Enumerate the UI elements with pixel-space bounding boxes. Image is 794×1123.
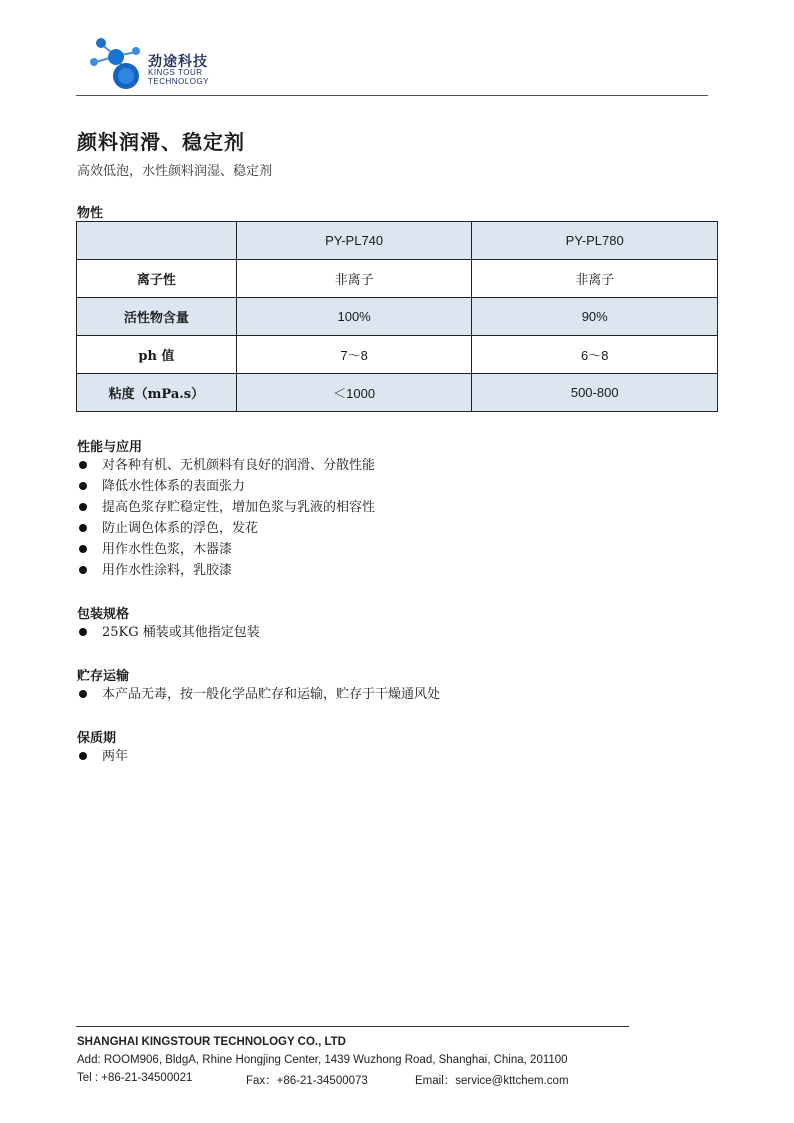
list-item: 提高色浆存贮稳定性，增加色浆与乳液的相容性 xyxy=(77,497,375,518)
table-row xyxy=(77,336,718,374)
footer-email: Email：service@kttchem.com xyxy=(415,1075,569,1087)
list-item: 25KG 桶装或其他指定包装 xyxy=(77,622,260,643)
performance-list xyxy=(77,455,375,581)
table-cell: 6～8 xyxy=(472,336,718,374)
bullet-icon xyxy=(79,690,87,698)
logo-chinese-name: 劲途科技 xyxy=(148,54,208,70)
list-item: 本产品无毒，按一般化学品贮存和运输，贮存于干燥通风处 xyxy=(77,684,440,705)
logo-english-line1: KINGS TOUR xyxy=(148,68,203,77)
footer-company: SHANGHAI KINGSTOUR TECHNOLOGY CO., LTD xyxy=(77,1036,346,1048)
packaging-heading: 包装规格 xyxy=(77,607,130,622)
product-title: 颜料润滑、稳定剂 xyxy=(77,130,245,154)
table-row xyxy=(77,374,718,412)
properties-heading: 物性 xyxy=(77,206,104,221)
footer-divider xyxy=(76,1026,629,1027)
shelf-life-list xyxy=(77,746,128,767)
list-item: 两年 xyxy=(77,746,128,767)
table-cell: ＜1000 xyxy=(236,374,472,412)
bullet-icon xyxy=(79,524,87,532)
footer-fax: Fax：+86-21-34500073 xyxy=(246,1075,368,1087)
header-divider xyxy=(76,95,708,96)
bullet-icon xyxy=(79,566,87,574)
properties-table xyxy=(76,221,718,412)
bullet-icon xyxy=(79,545,87,553)
list-item: 对各种有机、无机颜料有良好的润滑、分散性能 xyxy=(77,455,375,476)
list-item: 用作水性涂料，乳胶漆 xyxy=(77,560,375,581)
bullet-icon xyxy=(79,752,87,760)
table-cell: 非离子 xyxy=(472,260,718,298)
list-item: 防止调色体系的浮色，发花 xyxy=(77,518,375,539)
performance-heading: 性能与应用 xyxy=(77,440,143,455)
table-header-row xyxy=(77,222,718,260)
product-subtitle: 高效低泡，水性颜料润湿、稳定剂 xyxy=(77,164,273,179)
list-item: 降低水性体系的表面张力 xyxy=(77,476,375,497)
table-header-cell: PY-PL780 xyxy=(472,222,718,260)
shelf-life-heading: 保质期 xyxy=(77,731,117,746)
row-label: 粘度（mPa.s） xyxy=(77,374,237,412)
logo-english-line2: TECHNOLOGY xyxy=(148,77,210,86)
row-label: 离子性 xyxy=(77,260,237,298)
table-header-cell xyxy=(77,222,237,260)
row-label: 活性物含量 xyxy=(77,298,237,336)
list-item: 用作水性色浆，木器漆 xyxy=(77,539,375,560)
storage-list xyxy=(77,684,440,705)
table-cell: 90% xyxy=(472,298,718,336)
table-cell: 500-800 xyxy=(472,374,718,412)
table-row xyxy=(77,260,718,298)
row-label: ph 值 xyxy=(77,336,237,374)
footer-tel: Tel : +86-21-34500021 xyxy=(77,1072,193,1084)
table-header-cell: PY-PL740 xyxy=(236,222,472,260)
bullet-icon xyxy=(79,461,87,469)
bullet-icon xyxy=(79,503,87,511)
storage-heading: 贮存运输 xyxy=(77,669,130,684)
packaging-list xyxy=(77,622,260,643)
table-row xyxy=(77,298,718,336)
table-cell: 非离子 xyxy=(236,260,472,298)
bullet-icon xyxy=(79,628,87,636)
table-cell: 7～8 xyxy=(236,336,472,374)
bullet-icon xyxy=(79,482,87,490)
footer-address: Add: ROOM906, BldgA, Rhine Hongjing Center, 1439 Wuzhong Road, Shanghai, China, 201100 xyxy=(77,1054,568,1066)
table-cell: 100% xyxy=(236,298,472,336)
